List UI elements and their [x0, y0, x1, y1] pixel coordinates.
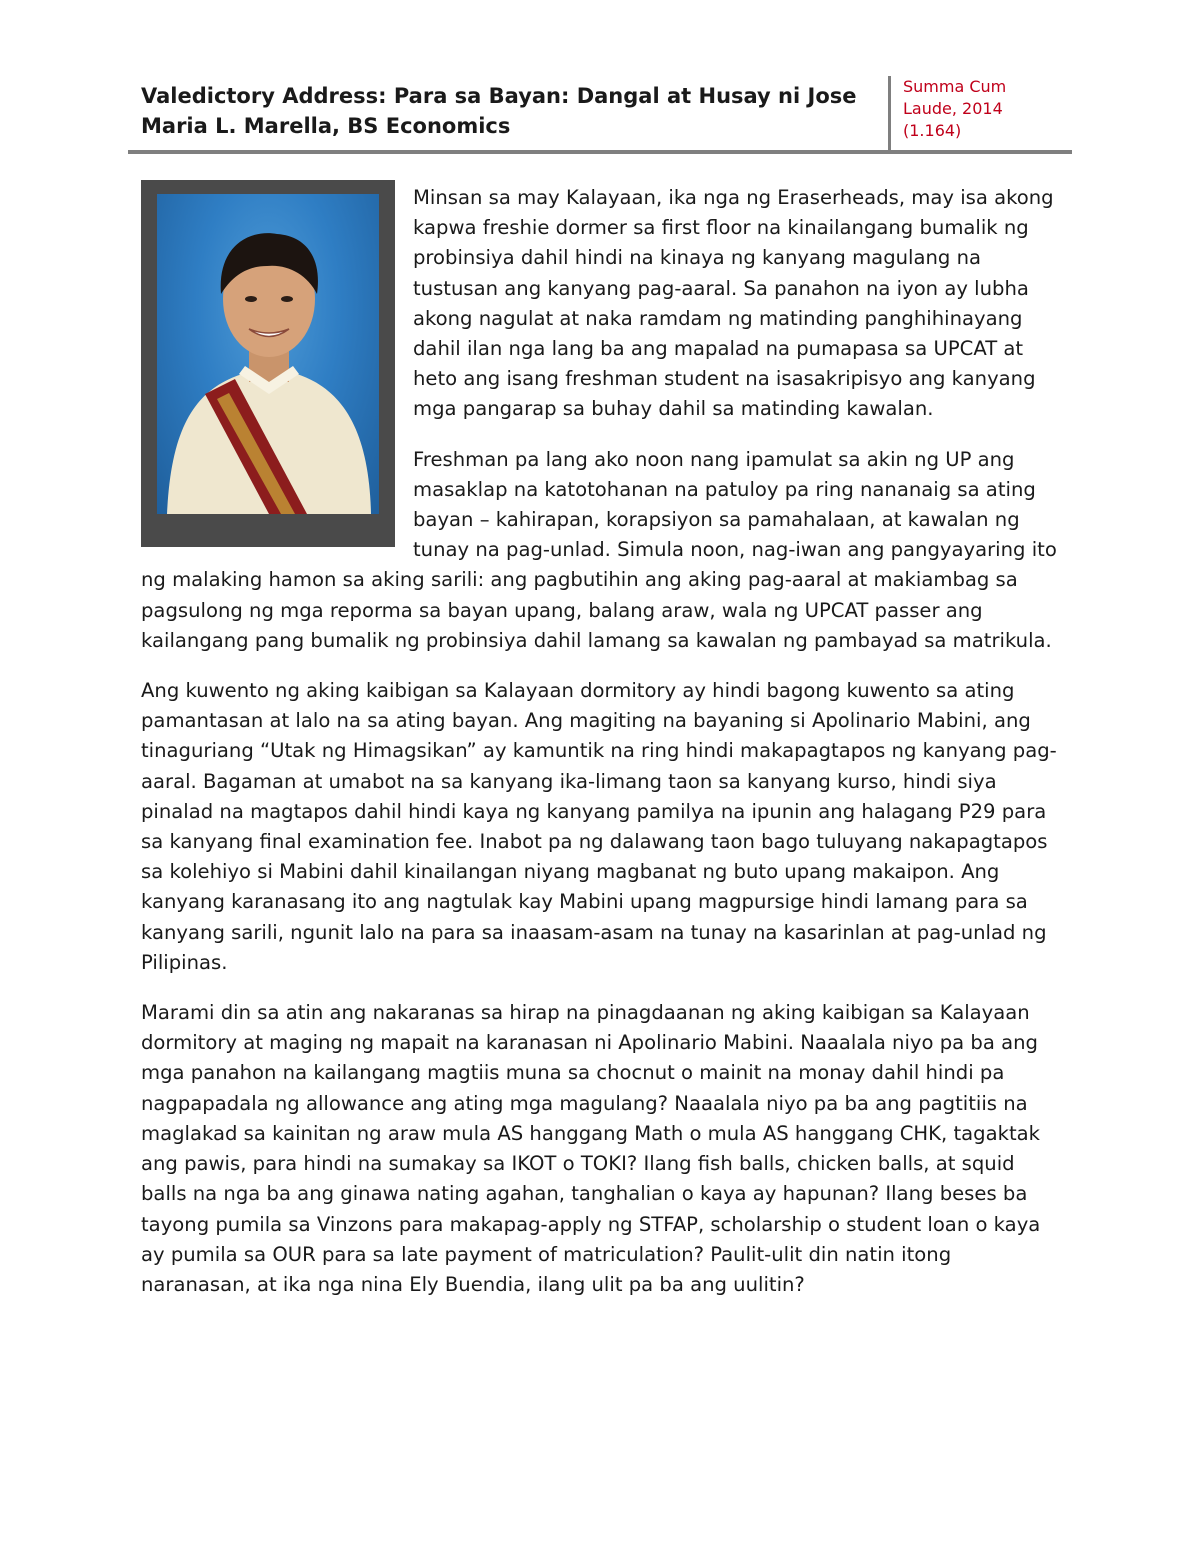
award-label [903, 76, 1068, 142]
paragraph-2: Freshman pa lang ako noon nang ipamulat sa akin ng UP ang masaklap na katotohanan na patuloy pa ring nananaig sa ating bayan – kahirapan, korapsiyon sa pamahalaan, at kawalan ng tunay na pag-unlad. Simula noon, nag-iwan ang pangyayaring ito ng malaking hamon sa aking sarili: ang pagbutihin ang aking pag-aaral at makiambag sa pagsulong ng mga reporma sa bayan upang, balang araw, wala ng UPCAT passer ang kailangang pang bumalik ng probinsiya dahil lamang sa kawalan ng pambayad sa matrikula. [141, 447, 1057, 652]
photo-float-spacer [141, 183, 413, 562]
paragraph-3: Ang kuwento ng aking kaibigan sa Kalayaan dormitory ay hindi bagong kuwento sa ating pamantasan at lalo na sa ating bayan. Ang magiting na bayaning si Apolinario Mabini, ang tinaguriang “Utak ng Himagsikan” ay kamuntik na ring hindi makapagtapos ng kanyang pag-aaral. Bagaman at umabot na sa kanyang ika-limang taon sa kanyang kurso, hindi siya pinalad na magtapos dahil hindi kaya ng kanyang pamilya na ipunin ang halagang P29 para sa kanyang final examination fee. Inabot pa ng dalawang taon bago tuluyang nakapagtapos sa kolehiyo si Mabini dahil kinailangan niyang magbanat ng buto upang makaipon. Ang kanyang karanasang ito ang nagtulak kay Mabini upang magpursige hindi lamang para sa kanyang sarili, ngunit lalo na para sa inaasam-asam na tunay na kasarinlan at pag-unlad ng Pilipinas. [141, 679, 1057, 974]
paragraph-4: Marami din sa atin ang nakaranas sa hirap na pinagdaanan ng aking kaibigan sa Kalayaan dormitory at maging ng mapait na karanasan ni Apolinario Mabini. Naaalala niyo pa ba ang mga panahon na kailangang magtiis muna sa chocnut o mainit na monay dahil hindi pa nagpapadala ng allowance ang ating mga magulang? Naaalala niyo pa ba ang pagtitiis na maglakad sa kainitan ng araw mula AS hanggang Math o mula AS hanggang CHK, tagaktak ang pawis, para hindi na sumakay sa IKOT o TOKI? Ilang fish balls, chicken balls, at squid balls na nga ba ang ginawa nating agahan, tanghalian o kaya ay hapunan? Ilang beses ba tayong pumila sa Vinzons para makapag-apply ng STFAP, scholarship o student loan o kaya ay pumila sa OUR para sa late payment of matriculation? Paulit-ulit din natin itong naranasan, at ika nga nina Ely Buendia, ilang ulit pa ba ang uulitin? [141, 1001, 1041, 1296]
paragraph-1: Minsan sa may Kalayaan, ika nga ng Eraserheads, may isa akong kapwa freshie dormer sa first floor na kinailangang bumalik ng probinsiya dahil hindi na kinaya ng kanyang magulang na tustusan ang kanyang pag-aaral. Sa panahon na iyon ay lubha akong nagulat at naka ramdam ng matinding panghihinayang dahil ilan nga lang ba ang mapalad na pumapasa sa UPCAT at heto ang isang freshman student na isasakripisyo ang kanyang mga pangarap sa buhay dahil sa matinding kawalan. [413, 186, 1054, 421]
award-line-1: Summa Cum [903, 77, 1007, 96]
speech-body [141, 183, 1061, 1320]
page-title: Valedictory Address: Para sa Bayan: Dangal at Husay ni Jose Maria L. Marella, BS Economics [141, 84, 857, 138]
header-divider [888, 76, 891, 150]
document-header [128, 76, 1072, 154]
award-line-2: Laude, 2014 [903, 99, 1003, 118]
award-line-3: (1.164) [903, 121, 962, 140]
